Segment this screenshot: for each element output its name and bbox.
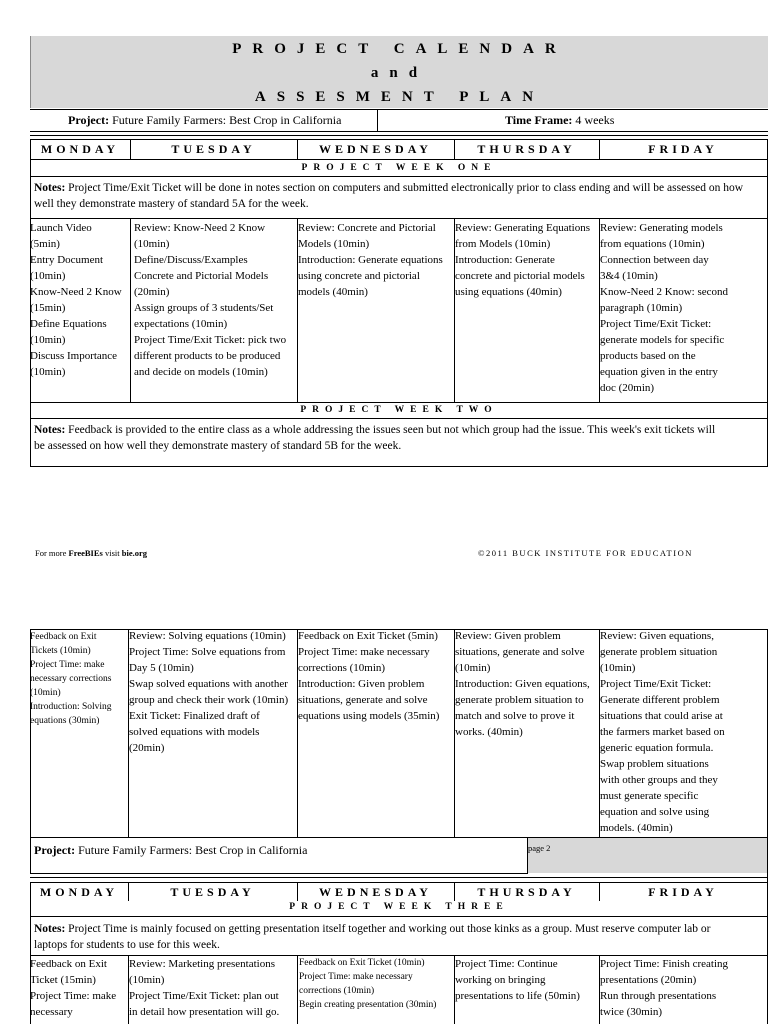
day-thursday-p2: THURSDAY: [477, 885, 576, 899]
week-two-notes: Notes: Feedback is provided to the entire class as a whole addressing the issues seen but not which group had the issue. This week's exit tickets will be assessed on how well they demonstrate mastery of standard 5B for the week.: [34, 424, 716, 452]
title-block: [30, 36, 768, 108]
title-line-3: ASSESMENT PLAN: [254, 89, 545, 105]
week2-friday-cell: Review: Given equations, generate problem situation (10min) Project Time/Exit Ticket: Generate different problem situations that could arise at the farmers market based on generic equation formula. Swap problem situations with other groups and they must generate specific equation and solve using models. (40min): [600, 630, 725, 834]
week2-tuesday-cell: Review: Solving equations (10min) Project Time: Solve equations from Day 5 (10min) Swap solved equations with another group and check their work (10min) Exit Ticket: Finalized draft of solved equations with models (20min): [129, 630, 289, 754]
week1-monday-cell: Launch Video (5min) Entry Document (10min) Know-Need 2 Know (15min) Define Equations (10min) Discuss Importance (10min): [30, 222, 122, 378]
time-frame: Time Frame: 4 weeks: [505, 113, 615, 127]
day-tuesday-p2: TUESDAY: [170, 885, 255, 899]
week2-thursday-cell: Review: Given problem situations, generate and solve (10min) Introduction: Given equations, generate problem situation to match and solve to prove it works. (40min): [455, 630, 590, 738]
week1-thursday-cell: Review: Generating Equations from Models (10min) Introduction: Generate concrete and pictorial models using equations (40min): [455, 222, 591, 298]
day-monday-p2: MONDAY: [39, 885, 119, 899]
footer-copyright: ©2011 BUCK INSTITUTE FOR EDUCATION: [478, 548, 693, 558]
title-line-2: and: [370, 65, 429, 81]
title-line-1: PROJECT CALENDAR: [232, 41, 567, 57]
week2-monday-cell: Feedback on Exit Tickets (10min) Project Time: make necessary corrections (10min) Introduction: Solving equations (30min): [30, 632, 112, 726]
week3-thursday-cell: Project Time: Continue working on bringing presentations to life (50min): [455, 958, 580, 1002]
week-two-label: PROJECT WEEK TWO: [300, 405, 498, 415]
footer-freebies: For more FreeBIEs visit bie.org: [35, 548, 148, 558]
week-one-label: PROJECT WEEK ONE: [301, 163, 497, 173]
day-friday-p2: FRIDAY: [648, 885, 718, 899]
day-monday: MONDAY: [40, 142, 120, 156]
page2-project-name: Project: Future Family Farmers: Best Crop in California: [34, 843, 308, 857]
week-three-notes: Notes: Project Time is mainly focused on getting presentation itself together and working out those kinks as a group. Must reserve computer lab or laptops for students to use for this week.: [34, 923, 711, 951]
week1-friday-cell: Review: Generating models from equations (10min) Connection between day 3&4 (10min) Know-Need 2 Know: second paragraph (10min) Project Time/Exit Ticket: generate models for specific products based on the equation given in the entry doc (20min): [600, 222, 728, 394]
day-friday: FRIDAY: [648, 142, 718, 156]
day-wednesday: WEDNESDAY: [319, 142, 432, 156]
week-one-notes: Notes: Project Time/Exit Ticket will be done in notes section on computers and submitted electronically prior to class ending and will be assessed on how well they demonstrate mastery of standard 5A for the week.: [34, 182, 744, 210]
day-tuesday: TUESDAY: [171, 142, 256, 156]
page-number: page 2: [528, 843, 551, 853]
week3-friday-cell: Project Time: Finish creating presentations (20min) Run through presentations twice (30min): [600, 958, 729, 1018]
project-name: Project: Future Family Farmers: Best Crop in California: [68, 113, 342, 127]
day-wednesday-p2: WEDNESDAY: [319, 885, 432, 899]
week-three-label: PROJECT WEEK THREE: [289, 902, 509, 912]
week1-wednesday-cell: Review: Concrete and Pictorial Models (10min) Introduction: Generate equations using concrete and pictorial models (40min): [298, 222, 443, 298]
day-thursday: THURSDAY: [477, 142, 576, 156]
week1-tuesday-cell: Review: Know-Need 2 Know (10min) Define/Discuss/Examples Concrete and Pictorial Models (20min) Assign groups of 3 students/Set expectations (10min) Project Time/Exit Ticket: pick two different products to be produced and decide on models (10min): [134, 222, 287, 378]
week3-monday-cell: Feedback on Exit Ticket (15min) Project Time: make necessary: [30, 958, 117, 1018]
week2-wednesday-cell: Feedback on Exit Ticket (5min) Project Time: make necessary corrections (10min) Introduction: Given problem situations, generate and solve equations using models (35min): [298, 630, 440, 722]
week3-wednesday-cell: Feedback on Exit Ticket (10min) Project Time: make necessary corrections (10min) Begin creating presentation (30min): [299, 958, 437, 1010]
week3-tuesday-cell: Review: Marketing presentations (10min) Project Time/Exit Ticket: plan out in detail how presentation will go.: [129, 958, 280, 1018]
